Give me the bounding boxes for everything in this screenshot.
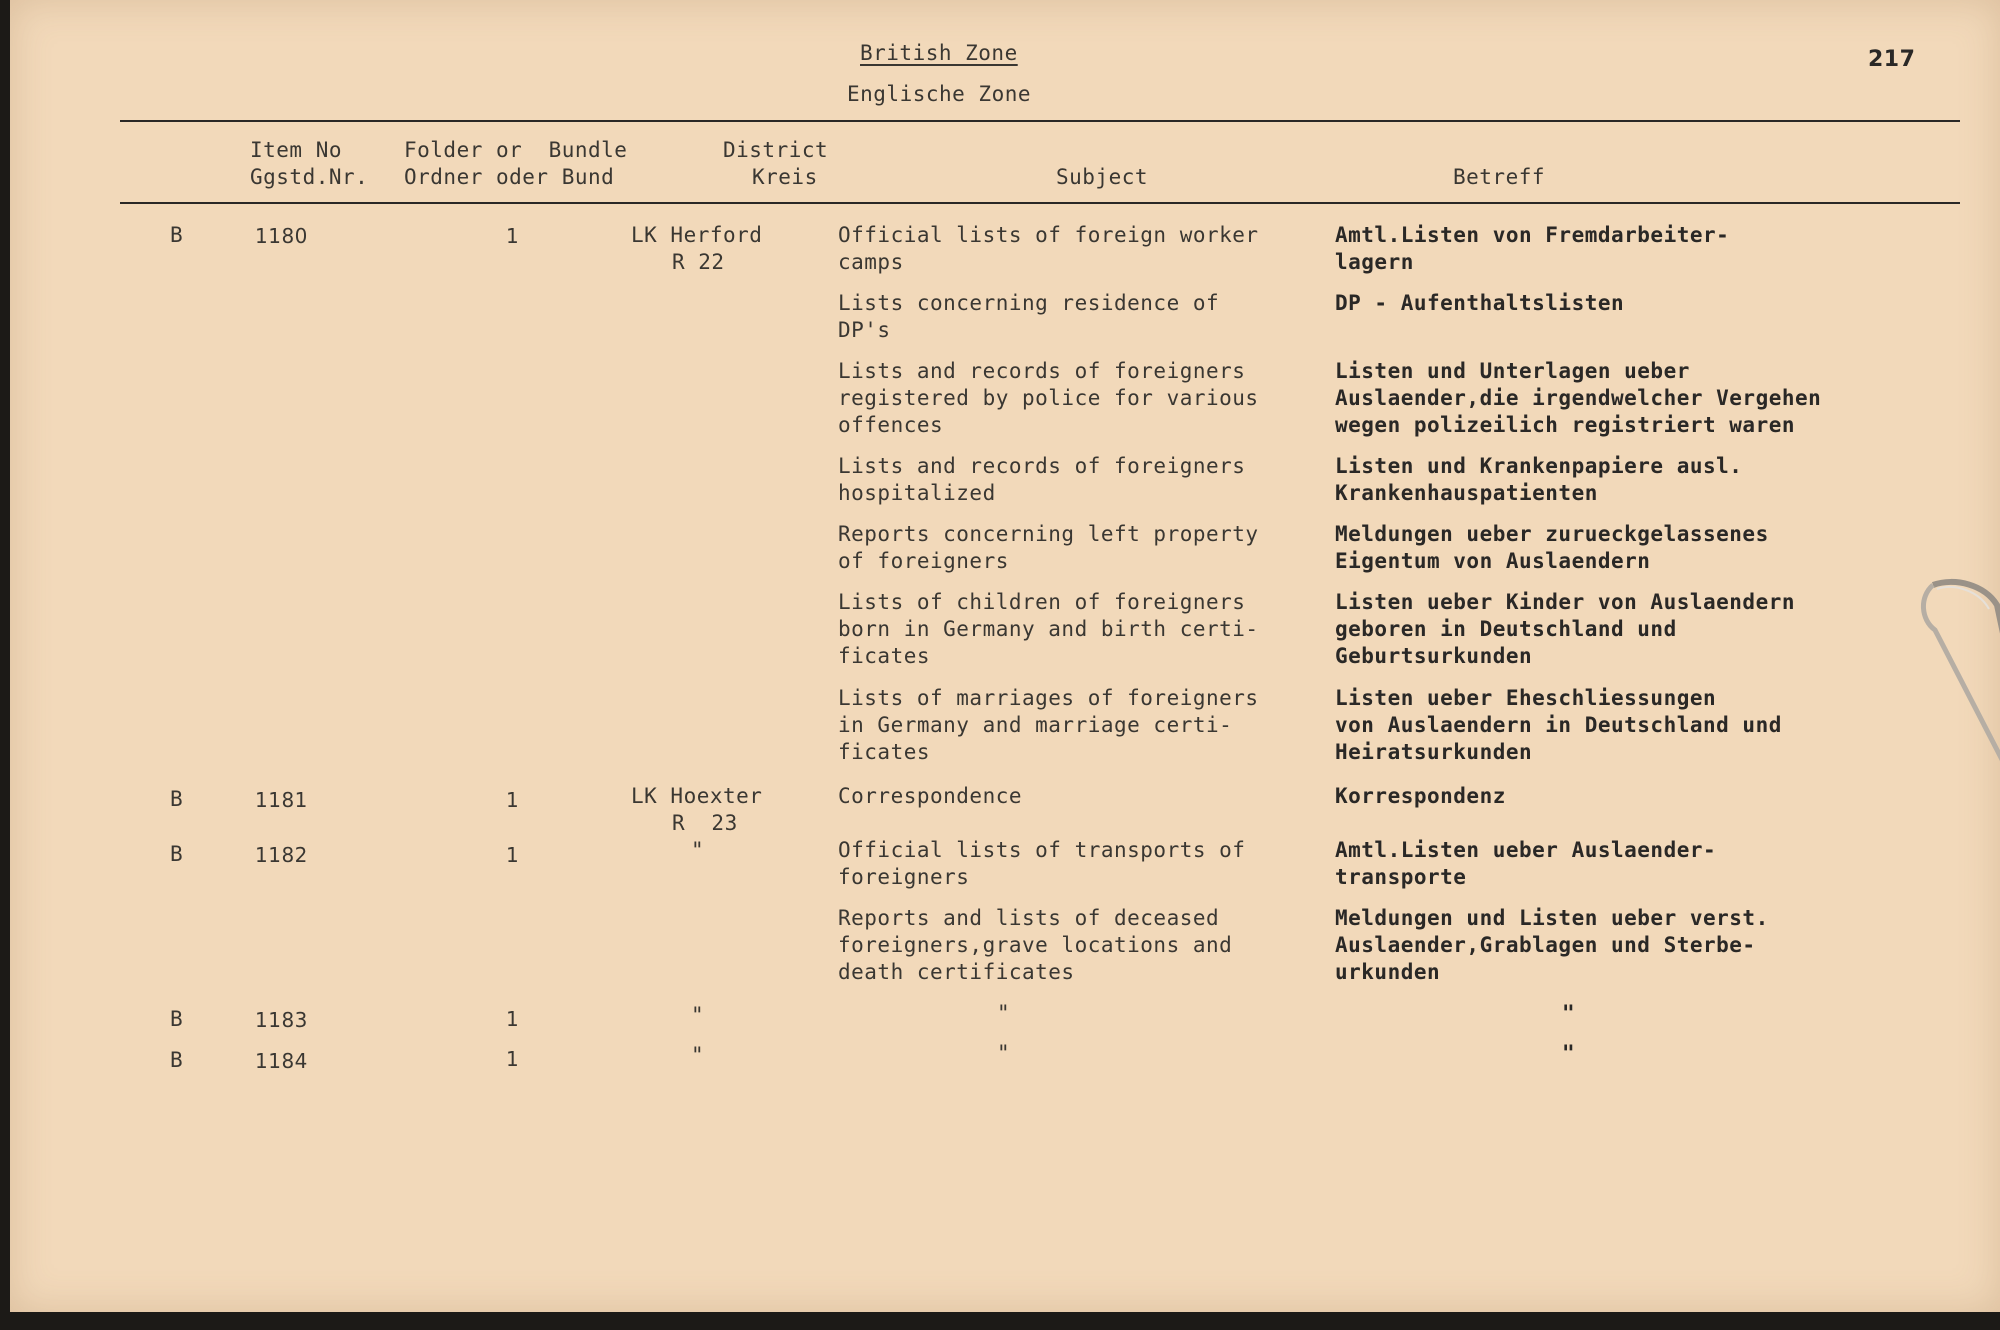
col-item-de: Ggstd.Nr. [250, 165, 369, 189]
subject-text: Lists and records of foreigners hospitalized [838, 454, 1246, 505]
subject-text: " [997, 1001, 1011, 1025]
subject-text: Lists of marriages of foreigners in Germany and marriage certi- ficates [838, 686, 1259, 764]
betreff-text: Meldungen ueber zurueckgelassenes Eigentum von Auslaendern [1335, 522, 1769, 573]
col-folder-en: Folder or Bundle [404, 138, 628, 162]
betreff-text: Listen ueber Kinder von Auslaendern geboren in Deutschland und Geburtsurkunden [1335, 590, 1796, 668]
header-rule-bottom [120, 202, 1960, 204]
col-district-de: Kreis [752, 165, 818, 189]
col-item-en: Item No [250, 138, 343, 162]
page-number: 217 [1868, 47, 1916, 72]
row-folder-count: 1 [506, 843, 520, 867]
row-series: B [170, 842, 184, 866]
row-series: B [170, 223, 184, 247]
page-subtitle: Englische Zone [847, 82, 1032, 106]
page-title: British Zone [860, 41, 1018, 65]
row-item-number: 1184 [255, 1049, 308, 1073]
betreff-text: " [1562, 1001, 1576, 1025]
row-series: B [170, 1007, 184, 1031]
betreff-text: Amtl.Listen von Fremdarbeiter- lagern [1335, 223, 1730, 274]
row-district-code: R 23 [672, 811, 738, 835]
subject-text: Official lists of transports of foreigners [838, 838, 1246, 889]
row-item-number: 1180 [255, 224, 308, 248]
subject-text: Reports concerning left property of foreigners [838, 522, 1259, 573]
betreff-text: " [1562, 1041, 1576, 1065]
row-district: " [691, 1003, 705, 1027]
betreff-text: DP - Aufenthaltslisten [1335, 291, 1625, 315]
row-folder-count: 1 [506, 1007, 520, 1031]
row-series: B [170, 1048, 184, 1072]
row-district-code: R 22 [672, 250, 725, 274]
subject-text: Official lists of foreign worker camps [838, 223, 1259, 274]
subject-text: " [997, 1041, 1011, 1065]
subject-text: Reports and lists of deceased foreigners,grave locations and death certificates [838, 906, 1233, 984]
subject-text: Lists of children of foreigners born in Germany and birth certi- ficates [838, 590, 1259, 668]
row-folder-count: 1 [506, 788, 520, 812]
row-item-number: 1183 [255, 1008, 308, 1032]
row-district: LK Hoexter [631, 784, 763, 808]
col-subject: Subject [1056, 165, 1149, 189]
row-folder-count: 1 [506, 224, 520, 248]
col-betreff: Betreff [1453, 165, 1546, 189]
paper-clip-icon [1915, 575, 2000, 785]
betreff-text: Korrespondenz [1335, 784, 1506, 808]
subject-text: Correspondence [838, 784, 1023, 808]
row-district: LK Herford [631, 223, 763, 247]
header-rule-top [120, 120, 1960, 122]
row-series: B [170, 787, 184, 811]
betreff-text: Listen ueber Eheschliessungen von Auslaendern in Deutschland und Heiratsurkunden [1335, 686, 1782, 764]
subject-text: Lists and records of foreigners registered by police for various offences [838, 359, 1259, 437]
row-item-number: 1182 [255, 843, 308, 867]
row-folder-count: 1 [506, 1047, 520, 1071]
betreff-text: Amtl.Listen ueber Auslaender- transporte [1335, 838, 1717, 889]
row-district: " [691, 838, 705, 862]
row-district: " [691, 1043, 705, 1067]
col-district-en: District [723, 138, 829, 162]
betreff-text: Meldungen und Listen ueber verst. Auslaender,Grablagen und Sterbe- urkunden [1335, 906, 1769, 984]
archive-page [10, 0, 2000, 1312]
row-item-number: 1181 [255, 788, 308, 812]
col-folder-de: Ordner oder Bund [404, 165, 615, 189]
betreff-text: Listen und Unterlagen ueber Auslaender,die irgendwelcher Vergehen wegen polizeilich registriert waren [1335, 359, 1822, 437]
betreff-text: Listen und Krankenpapiere ausl. Krankenhauspatienten [1335, 454, 1743, 505]
subject-text: Lists concerning residence of DP's [838, 291, 1220, 342]
